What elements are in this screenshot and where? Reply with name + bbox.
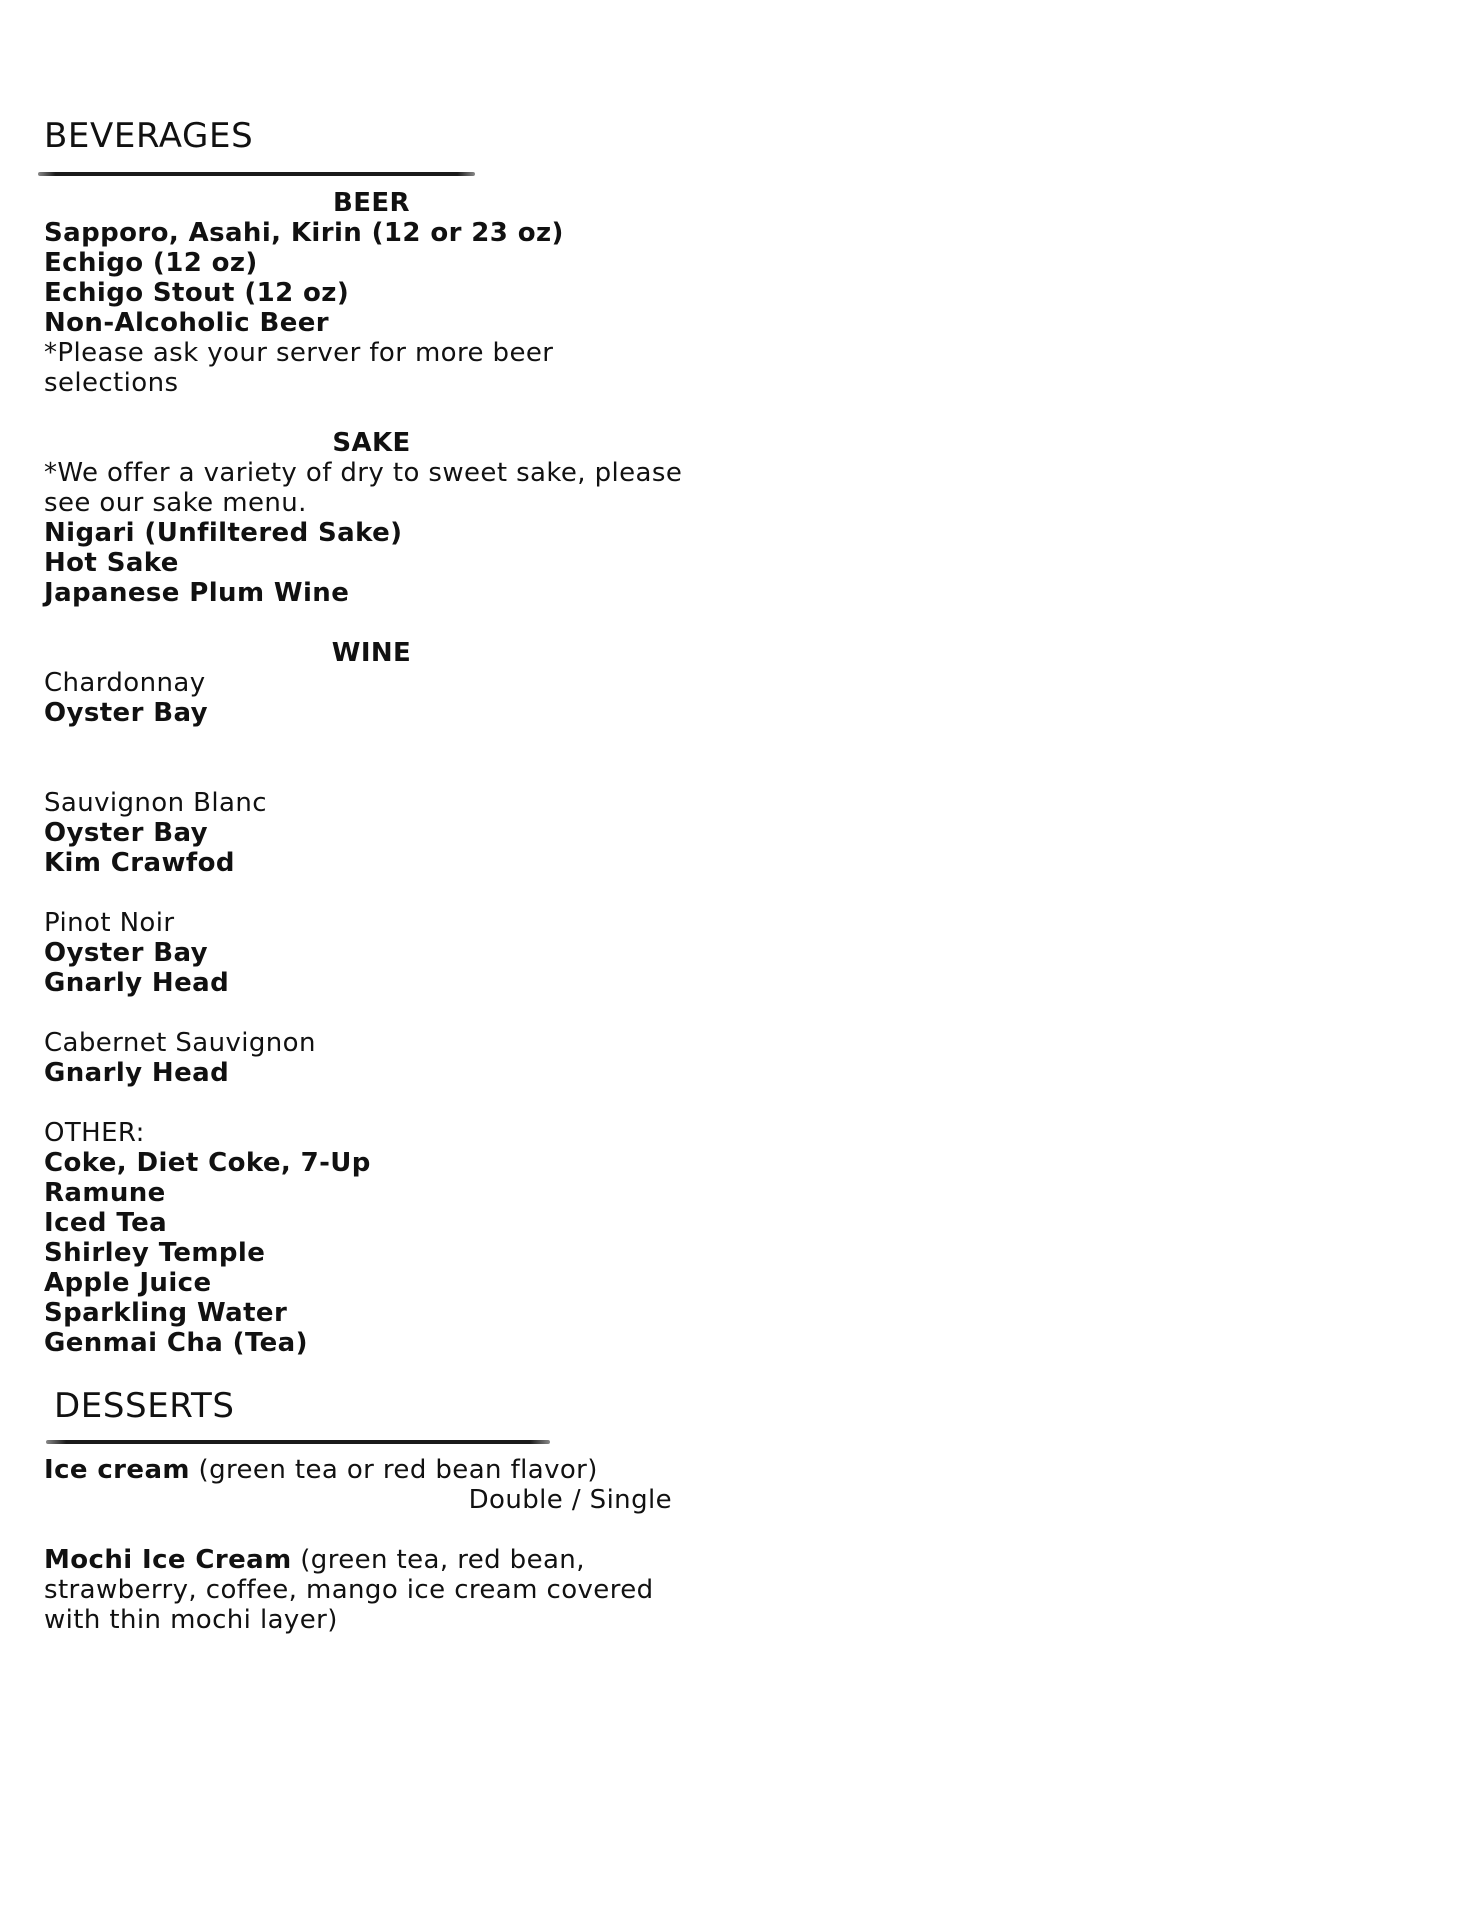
desserts-rule: [46, 1440, 550, 1444]
beer-note: *Please ask your server for more beer selections: [44, 338, 554, 398]
wine-varietal: Pinot Noir: [44, 908, 175, 938]
menu-item: Nigari (Unfiltered Sake): [44, 518, 403, 548]
ice-cream-desc: (green tea or red bean flavor): [189, 1455, 598, 1485]
menu-item: Echigo Stout (12 oz): [44, 278, 350, 308]
mochi-desc: (green tea, red bean, strawberry, coffee, mango ice cream covered with thin mochi layer): [44, 1545, 654, 1635]
beer-heading: BEER: [333, 188, 410, 218]
wine-heading: WINE: [331, 638, 412, 668]
menu-item: Oyster Bay: [44, 818, 208, 848]
menu-item: Japanese Plum Wine: [44, 578, 350, 608]
menu-item: Shirley Temple: [44, 1238, 266, 1268]
wine-varietal: Sauvignon Blanc: [44, 788, 267, 818]
desserts-section: [44, 1455, 684, 1635]
beverages-title: BEVERAGES: [44, 116, 254, 156]
menu-item: Gnarly Head: [44, 1058, 230, 1088]
desserts-title: DESSERTS: [54, 1386, 235, 1426]
wine-varietal: Chardonnay: [44, 668, 206, 698]
ice-cream-item: [44, 1455, 684, 1485]
menu-item: Echigo (12 oz): [44, 248, 258, 278]
mochi-name: Mochi Ice Cream: [44, 1545, 292, 1575]
menu-item: Coke, Diet Coke, 7-Up: [44, 1148, 371, 1178]
menu-item: Iced Tea: [44, 1208, 168, 1238]
ice-cream-name: Ice cream: [44, 1455, 190, 1485]
menu-item: Sparkling Water: [44, 1298, 288, 1328]
mochi-item: [44, 1545, 674, 1635]
menu-item: Sapporo, Asahi, Kirin (12 or 23 oz): [44, 218, 564, 248]
menu-item: Oyster Bay: [44, 938, 208, 968]
menu-item: Apple Juice: [44, 1268, 212, 1298]
beverages-section: [44, 188, 684, 1358]
ice-cream-sizes: Double / Single: [468, 1485, 672, 1515]
other-heading: OTHER:: [44, 1118, 145, 1148]
sake-note: *We offer a variety of dry to sweet sake, please see our sake menu.: [44, 458, 683, 518]
beverages-rule: [38, 172, 475, 176]
menu-item: Hot Sake: [44, 548, 179, 578]
menu-item: Non-Alcoholic Beer: [44, 308, 329, 338]
menu-item: Gnarly Head: [44, 968, 230, 998]
menu-item: Genmai Cha (Tea): [44, 1328, 308, 1358]
menu-item: Kim Crawfod: [44, 848, 235, 878]
menu-item: Ramune: [44, 1178, 166, 1208]
sake-heading: SAKE: [332, 428, 411, 458]
menu-item: Oyster Bay: [44, 698, 208, 728]
wine-varietal: Cabernet Sauvignon: [44, 1028, 316, 1058]
